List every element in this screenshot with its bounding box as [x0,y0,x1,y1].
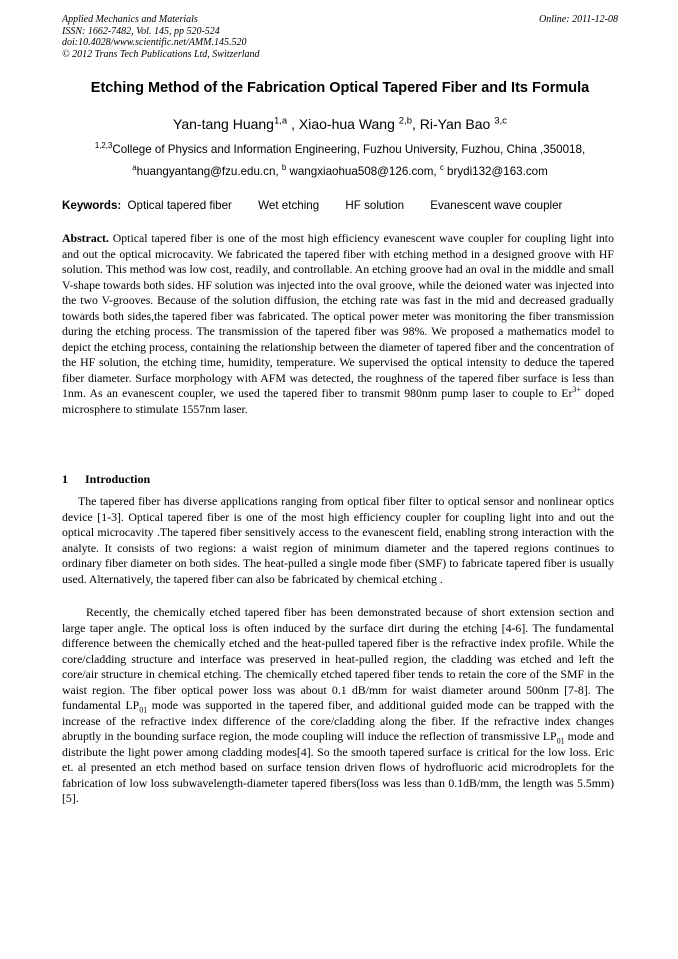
paragraph-text: Recently, the chemically etched tapered fiber has been demonstrated because of short extension section and large taper angle. The optical loss is often induced by the surface dirt during the etching [4-6]. The fundamental difference between the chemically etched and the heat-pulled tapered fiber is the refractive index profile. While the core/cladding structure and interface was preserved in heat-pulled region, the cladding was etched and left the core/air structure in chemical etching. The chemically etched tapered fiber tends to retain the core of the SMF in the waist region. The fiber optical power loss was about 0.1 dB/mm for waist diameter around 500nm [7-8]. The fundamental LP [62,605,614,712]
online-date: Online: 2011-12-08 [539,14,618,25]
paragraph-text: mode and distribute the light power among cladding modes[4]. So the smooth tapered surface is critical for the low loss. Eric et. al presented an etch method based on surface tension driven flows of hydrofluoric acid microdroplets for the fabrication of low loss subwavelength-diameter tapered fibers(loss was less than 0.1dB/mm, the length was 5.5mm) [5]. [62,729,614,805]
keywords-label: Keywords: [62,199,122,212]
mode-subscript: 01 [139,705,148,715]
author-name: Xiao-hua Wang [298,116,395,132]
keyword: HF solution [345,199,405,212]
section-heading [62,472,150,487]
abstract-text-end: doped microsphere to stimulate 1557nm laser. [62,386,614,416]
author-affil-sup: 2,b [398,115,412,127]
abstract [62,231,614,417]
section-number: 1 [62,472,68,486]
paper-title: Etching Method of the Fabrication Optical Tapered Fiber and Its Formula [90,80,590,96]
author-name: Yan-tang Huang [173,116,274,132]
journal-header [62,14,618,60]
email-link[interactable]: huangyantang@fzu.edu.cn, [136,165,279,178]
keywords [62,199,618,212]
intro-paragraph-1: The tapered fiber has diverse applications ranging from optical fiber filter to optical sensor and nonlinear optics device [1-3]. Optical tapered fiber is one of the most high efficiency coupler for coupling light into and out the optical microcavity .The tapered fiber sensitively access to the evanescent field, enabling strong interaction with the analyte. It consists of two regions: a waist region of minimum diameter and the tapered regions continues to ordinary fiber diameter on both sides. The heat-pulled a single mode fiber (SMF) to fabricate tapered fiber is usually used. Alternatively, the tapered fiber can also be fabricated by chemical etching . [62,494,614,586]
author-name: Ri-Yan Bao [419,116,491,132]
email-sup: b [281,163,287,173]
journal-doi: doi:10.4028/www.scientific.net/AMM.145.520 [62,37,247,48]
keyword: Optical tapered fiber [127,199,232,212]
email-link[interactable]: wangxiaohua508@126.com, [289,165,437,178]
journal-copyright: © 2012 Trans Tech Publications Ltd, Switzerland [62,48,260,60]
intro-paragraph-2 [62,605,614,807]
section-title: Introduction [85,472,151,486]
mode-subscript: 01 [556,736,565,746]
author-affil-sup: 3,c [494,115,507,127]
author-affil-sup: 1,a [273,115,288,127]
affiliation [62,143,618,156]
author-list: Yan-tang Huang$^{1,a}$ , Xiao-hua Wang $^{2,b}$, Ri-Yan Bao $^{3,c}$ [173,115,507,132]
email-sup: c [439,163,444,173]
journal-name: Applied Mechanics and Materials [62,14,198,25]
keyword: Wet etching [258,199,320,212]
journal-issn: ISSN: 1662-7482, Vol. 145, pp 520-524 [62,25,220,37]
abstract-text: Optical tapered fiber is one of the most high efficiency evanescent wave coupler for coupling light into and out the optical microcavity. We fabricated the tapered fiber with etching method in a designed groove with HF solution. This method was low cost, readily, and controllable. An etching groove had an oval in the middle and small V-shape towards both sides. HF solution was injected into the oval groove, while the deioned water was injected into the two V-grooves. Because of the solution diffusion, the etching rate was fast in the mid and decreased gradually towards both sides,the tapered fiber was fabricated. The optical power meter was monitoring the fiber transmission during the etching process. The transmission of the tapered fiber was 98%. We proposed a mathematics model to depict the etching process, containing the relationship between the diameter of tapered fiber and the concentration of the HF solution, the etching time, humidity, temperature. We supervised the optical intensity to deduce the tapered fiber diameter. Surface morphology with AFM was detected, the roughness of the tapered fiber surface is less than 1nm. As an evanescent coupler, we used the tapered fiber to transmit 980nm pump laser to couple to Er [62,231,614,400]
affiliation-sup: 1,2,3 [94,141,113,151]
paragraph-text: mode was supported in the tapered fiber, and additional guided mode can be trapped with the increase of the refractive index difference of the core/cladding along the fiber. If the refractive index changes abruptly in the bounding surface region, the mode coupling will induce the reflection of transmissive LP [62,698,614,743]
keyword: Evanescent wave coupler [430,199,563,212]
email-link[interactable]: brydi132@163.com [447,165,548,178]
ion-charge-sup: 3+ [572,385,581,395]
affiliation-text: College of Physics and Information Engineering, Fuzhou University, Fuzhou, China ,350018, [112,143,586,156]
author-emails [62,165,618,178]
abstract-label: Abstract. [62,231,109,245]
email-sup: a [132,163,137,173]
